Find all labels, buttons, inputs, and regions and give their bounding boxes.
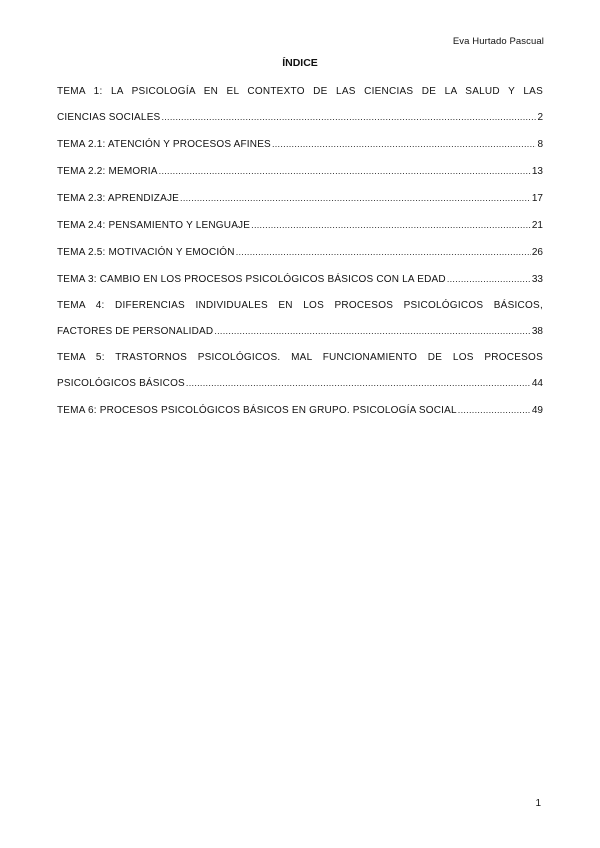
toc-entry-line	[57, 191, 543, 205]
dot-leader	[272, 137, 537, 151]
toc-entry-label: TEMA 6: PROCESOS PSICOLÓGICOS BÁSICOS EN GRUPO. PSICOLOGÍA SOCIAL	[57, 405, 457, 416]
toc-entry-label: CIENCIAS SOCIALES	[57, 112, 161, 123]
dot-leader	[236, 245, 531, 259]
toc-entry-page: 8	[537, 139, 543, 150]
page-number: 1	[535, 798, 541, 809]
dot-leader	[447, 272, 531, 286]
toc-entry-page: 17	[531, 193, 543, 204]
toc-entry-label: TEMA 2.4: PENSAMIENTO Y LENGUAJE	[57, 220, 251, 231]
toc-entry-label: TEMA 2.5: MOTIVACIÓN Y EMOCIÓN	[57, 247, 235, 258]
toc-entry-line	[57, 376, 543, 390]
toc-entry-page: 2	[537, 112, 543, 123]
toc-entry-first-line: TEMA 1: LA PSICOLOGÍA EN EL CONTEXTO DE LAS CIENCIAS DE LA SALUD Y LAS	[57, 86, 543, 97]
toc-entry-page: 21	[531, 220, 543, 231]
toc-entry-tema-1[interactable]	[57, 85, 543, 124]
toc-entry-tema-2-4[interactable]	[57, 218, 543, 232]
page-title: ÍNDICE	[282, 57, 318, 69]
toc-entry-line	[57, 403, 543, 417]
toc-entry-page: 44	[531, 378, 543, 389]
toc-entry-page: 33	[531, 274, 543, 285]
dot-leader	[161, 110, 536, 124]
toc-entry-page: 13	[531, 166, 543, 177]
toc-entry-tema-6[interactable]	[57, 403, 543, 417]
dot-leader	[159, 164, 531, 178]
toc-entry-line	[57, 164, 543, 178]
toc-entry-line	[57, 324, 543, 338]
header-author: Eva Hurtado Pascual	[452, 36, 544, 47]
table-of-contents	[57, 85, 543, 430]
toc-entry-page: 49	[531, 405, 543, 416]
toc-entry-label: PSICOLÓGICOS BÁSICOS	[57, 378, 185, 389]
toc-entry-line	[57, 245, 543, 259]
toc-entry-label: TEMA 2.1: ATENCIÓN Y PROCESOS AFINES	[57, 139, 271, 150]
toc-entry-first-line: TEMA 5: TRASTORNOS PSICOLÓGICOS. MAL FUNCIONAMIENTO DE LOS PROCESOS	[57, 352, 543, 363]
toc-entry-line	[57, 110, 543, 124]
toc-entry-page: 38	[531, 326, 543, 337]
toc-entry-line	[57, 272, 543, 286]
toc-entry-page: 26	[531, 247, 543, 258]
dot-leader	[186, 376, 531, 390]
dot-leader	[214, 324, 531, 338]
toc-entry-tema-2-1[interactable]	[57, 137, 543, 151]
toc-entry-label: TEMA 3: CAMBIO EN LOS PROCESOS PSICOLÓGICOS BÁSICOS CON LA EDAD	[57, 274, 446, 285]
toc-entry-tema-2-3[interactable]	[57, 191, 543, 205]
dot-leader	[251, 218, 531, 232]
toc-entry-tema-2-5[interactable]	[57, 245, 543, 259]
toc-entry-label: TEMA 2.3: APRENDIZAJE	[57, 193, 180, 204]
toc-entry-tema-2-2[interactable]	[57, 164, 543, 178]
toc-entry-tema-3[interactable]	[57, 272, 543, 286]
toc-entry-line	[57, 218, 543, 232]
toc-entry-label: TEMA 2.2: MEMORIA	[57, 166, 158, 177]
toc-entry-line	[57, 137, 543, 151]
dot-leader	[180, 191, 531, 205]
toc-entry-first-line: TEMA 4: DIFERENCIAS INDIVIDUALES EN LOS PROCESOS PSICOLÓGICOS BÁSICOS,	[57, 300, 543, 311]
toc-entry-tema-4[interactable]	[57, 299, 543, 338]
dot-leader	[458, 403, 531, 417]
toc-entry-tema-5[interactable]	[57, 351, 543, 390]
toc-entry-label: FACTORES DE PERSONALIDAD	[57, 326, 214, 337]
